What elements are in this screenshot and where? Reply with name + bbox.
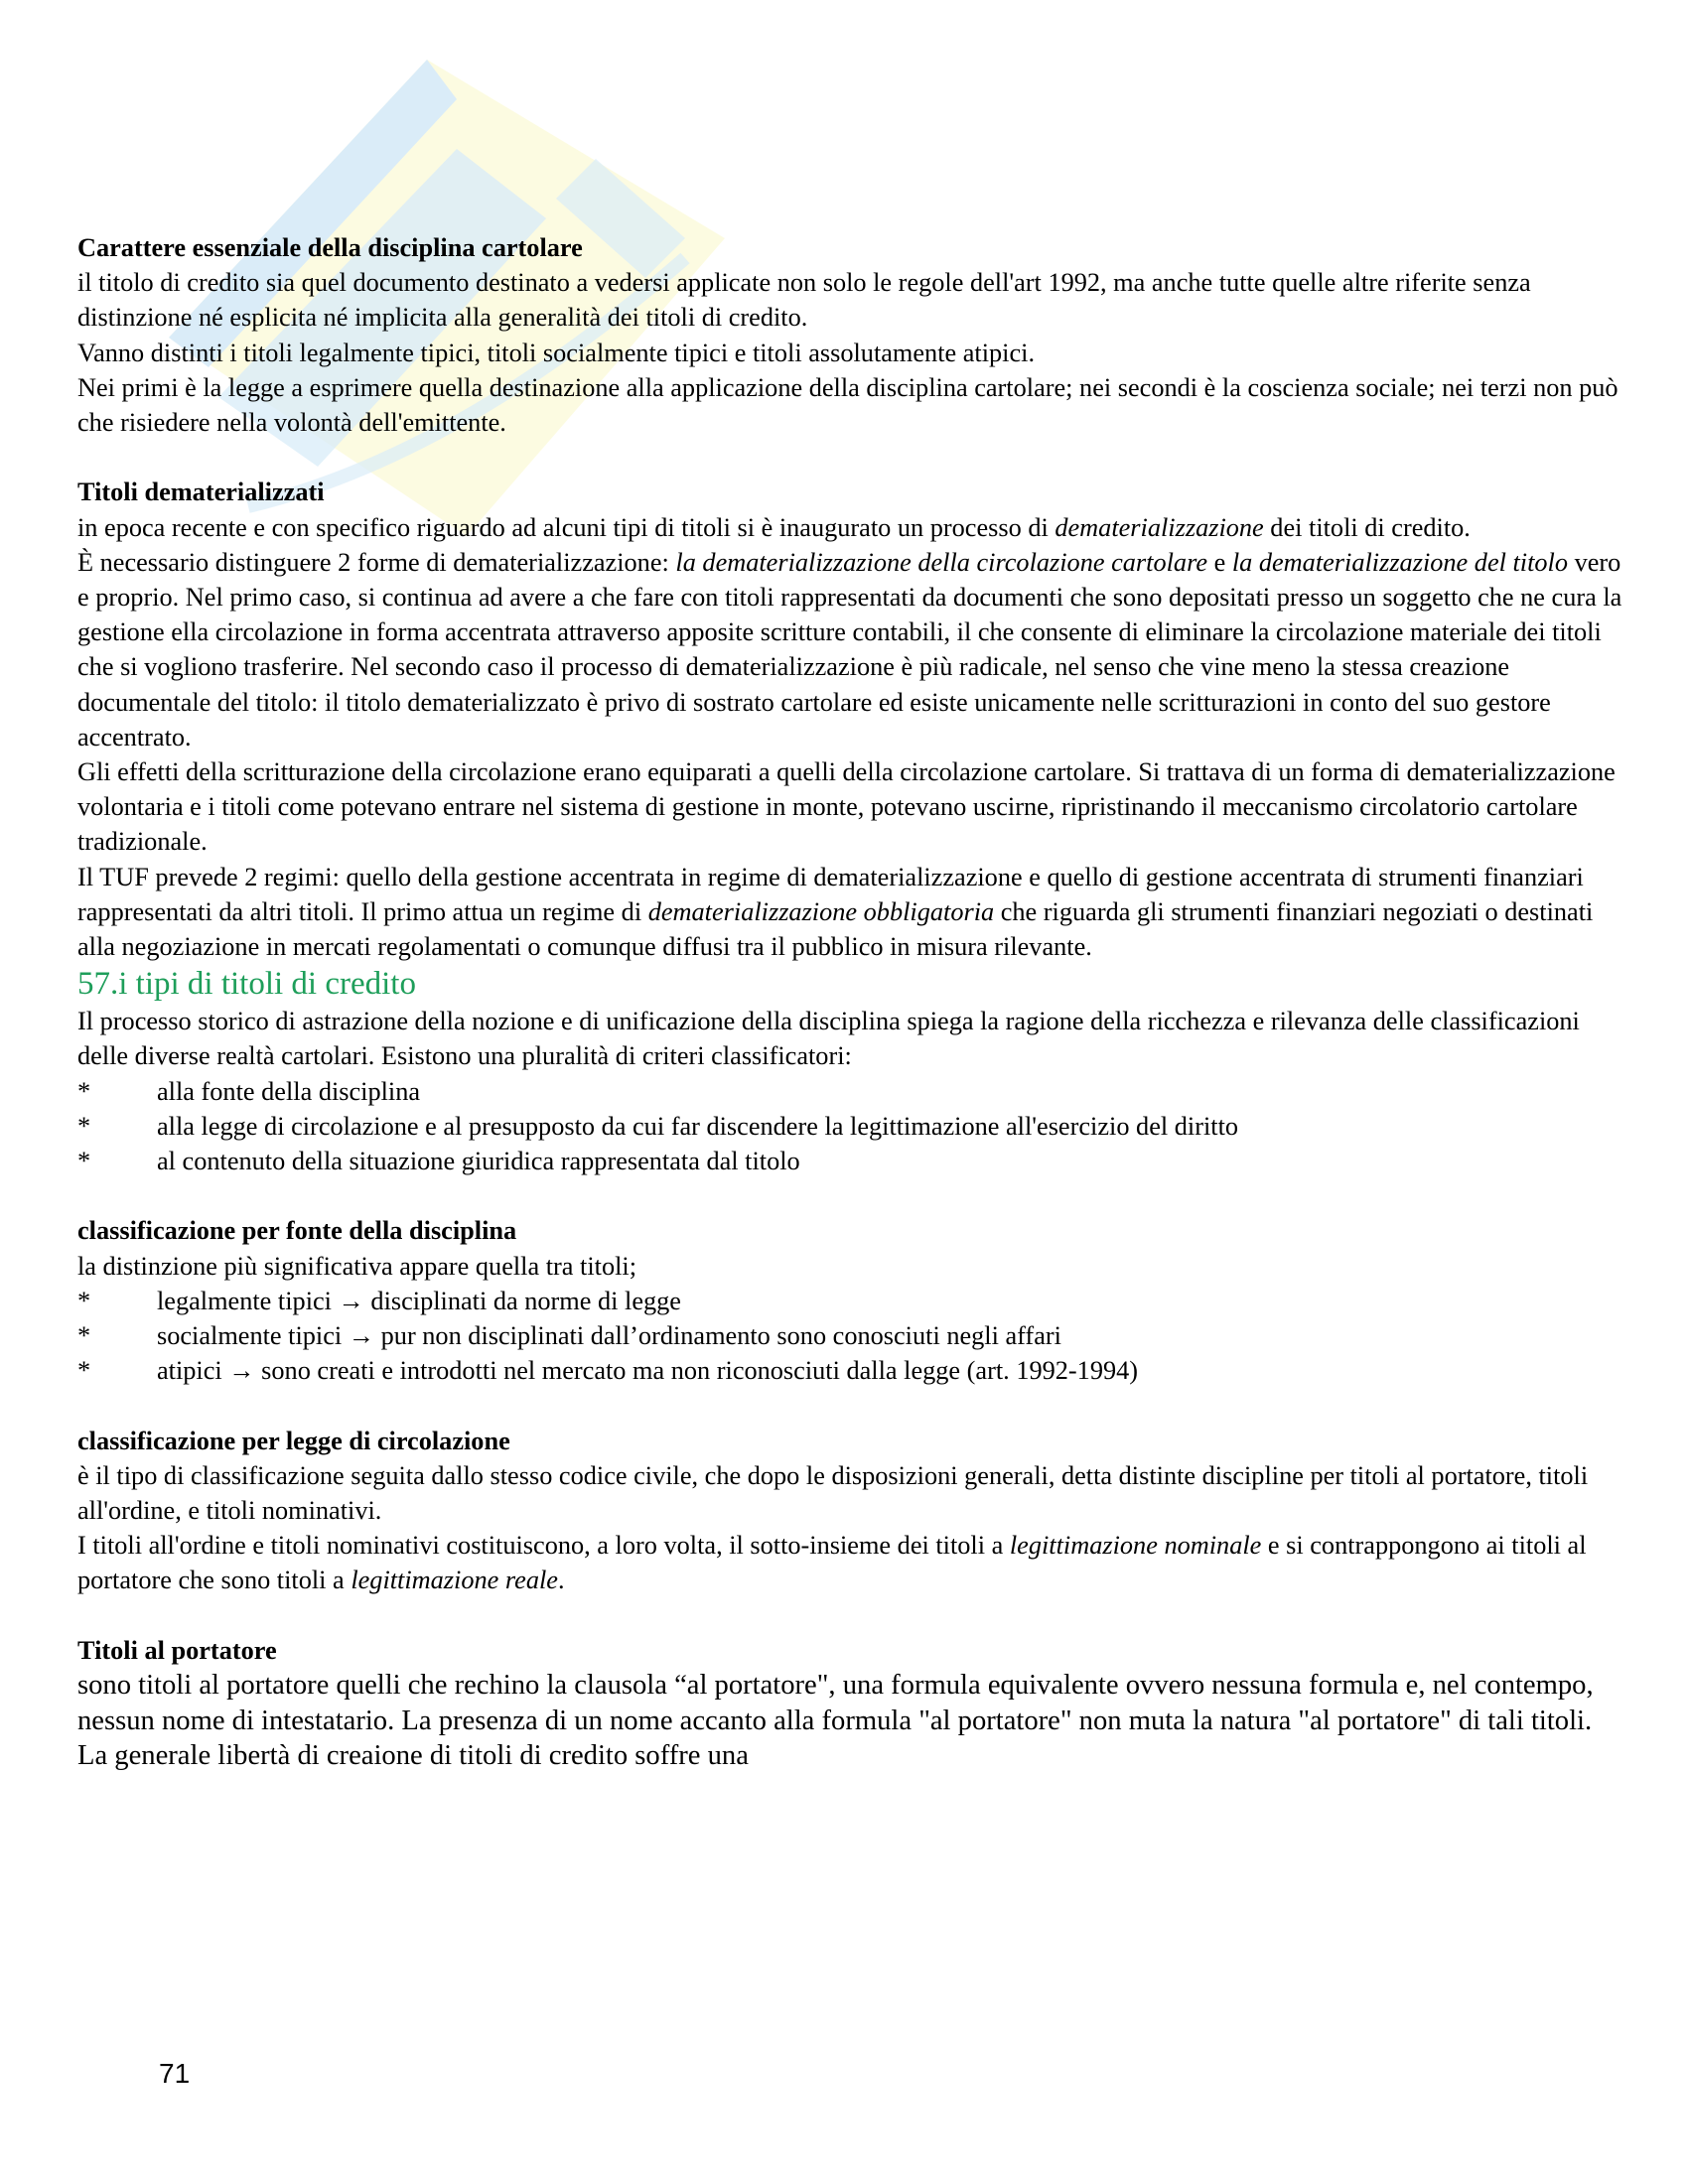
paragraph: Il TUF prevede 2 regimi: quello della gestione accentrata in regime di dematerializzazione e quello di gestione accentrata di strumenti finanziari rappresentati da altri titoli. Il primo attua un regime di dematerializzazione obbligatoria che riguarda gli strumenti finanziari negoziati o destinati alla negoziazione in mercati regolamentati o comunque diffusi tra il pubblico in misura rilevante. (77, 862, 1594, 962)
heading-fonte: classificazione per fonte della disciplina (77, 1216, 517, 1246)
heading-circolazione: classificazione per legge di circolazione (77, 1426, 510, 1455)
bullet-marker: * (77, 1111, 91, 1141)
paragraph: Gli effetti della scritturazione della circolazione erano equiparati a quelli della circolazione cartolare. Si trattava di un forma di dematerializzazione volontaria e i titoli come potevano entrare nel sistema di gestione in monte, potevano uscirne, ripristinando il meccanismo circolatorio cartolare tradizionale. (77, 757, 1616, 857)
paragraph: in epoca recente e con specifico riguardo ad alcuni tipi di titoli si è inaugurato un processo di dematerializzazione dei titoli di credito. (77, 512, 1471, 542)
paragraph: il titolo di credito sia quel documento destinato a vedersi applicate non solo le regole dell'art 1992, ma anche tutte quelle altre riferite senza distinzione né esplicita né implicita alla generalità dei titoli di credito. (77, 268, 1531, 333)
paragraph: la distinzione più significativa appare quella tra titoli; (77, 1251, 637, 1281)
list-item: * socialmente tipici → pur non disciplinati dall’ordinamento sono conosciuti negli affari (77, 1318, 1626, 1353)
paragraph: Nei primi è la legge a esprimere quella destinazione alla applicazione della disciplina cartolare; nei secondi è la coscienza sociale; nei terzi non può che risiedere nella volontà dell'emittente. (77, 372, 1618, 438)
list-item: * alla fonte della disciplina (77, 1074, 1626, 1109)
heading-carattere: Carattere essenziale della disciplina cartolare (77, 233, 583, 262)
paragraph: Il processo storico di astrazione della nozione e di unificazione della disciplina spiega la ragione della ricchezza e rilevanza delle classificazioni delle diverse realtà cartolari. Esistono una pluralità di criteri classificatori: (77, 1007, 1580, 1071)
bullet-marker: * (77, 1147, 91, 1176)
paragraph: È necessario distinguere 2 forme di dematerializzazione: la dematerializzazione della circolazione cartolare e la dematerializzazione del titolo vero e proprio. Nel primo caso, si continua ad avere a che fare con titoli rappresentati da documenti che sono depositati presso un soggetto che ne cura la gestione ella circolazione in forma accentrata attraverso apposite scritture contabili, il che consente di eliminare la circolazione materiale dei titoli che si vogliono trasferire. Nel secondo caso il processo di dematerializzazione è più radicale, nel senso che vine meno la stessa creazione documentale del titolo: il titolo dematerializzato è privo di sostrato cartolare ed esiste unicamente nelle scritturazioni in conto del suo gestore accentrato. (77, 547, 1622, 751)
paragraph: sono titoli al portatore quelli che rechino la clausola “al portatore", una formula equivalente ovvero nessuna formula e, nel contempo, nessun nome di intestatario. La presenza di un nome accanto alla formula "al portatore" non muta la natura "al portatore" di tali titoli. La generale libertà di creaione di titoli di credito soffre una (77, 1670, 1594, 1772)
bullet-marker: * (77, 1321, 91, 1351)
list-item: * al contenuto della situazione giuridica rappresentata dal titolo (77, 1144, 1626, 1178)
page-number: 71 (159, 2058, 191, 2089)
document-body (77, 230, 1626, 1774)
bullet-marker: * (77, 1286, 91, 1315)
bullet-marker: * (77, 1076, 91, 1106)
list-item: * legalmente tipici → disciplinati da norme di legge (77, 1284, 1626, 1318)
paragraph: Vanno distinti i titoli legalmente tipici, titoli socialmente tipici e titoli assolutamente atipici. (77, 338, 1036, 367)
list-item: * alla legge di circolazione e al presupposto da cui far discendere la legittimazione all'esercizio del diritto (77, 1109, 1626, 1144)
heading-portatore: Titoli al portatore (77, 1635, 277, 1665)
heading-dematerializzati: Titoli dematerializzati (77, 478, 325, 507)
bullet-marker: * (77, 1356, 91, 1386)
section-title: 57.i tipi di titoli di credito (77, 966, 416, 1003)
paragraph: è il tipo di classificazione seguita dallo stesso codice civile, che dopo le disposizioni generali, detta distinte discipline per titoli al portatore, titoli all'ordine, e titoli nominativi. (77, 1460, 1589, 1526)
list-item: * atipici → sono creati e introdotti nel mercato ma non riconosciuti dalla legge (art. 1992-1994) (77, 1353, 1626, 1388)
paragraph: I titoli all'ordine e titoli nominativi costituiscono, a loro volta, il sotto-insieme dei titoli a legittimazione nominale e si contrappongono ai titoli al portatore che sono titoli a legittimazione reale. (77, 1531, 1587, 1595)
